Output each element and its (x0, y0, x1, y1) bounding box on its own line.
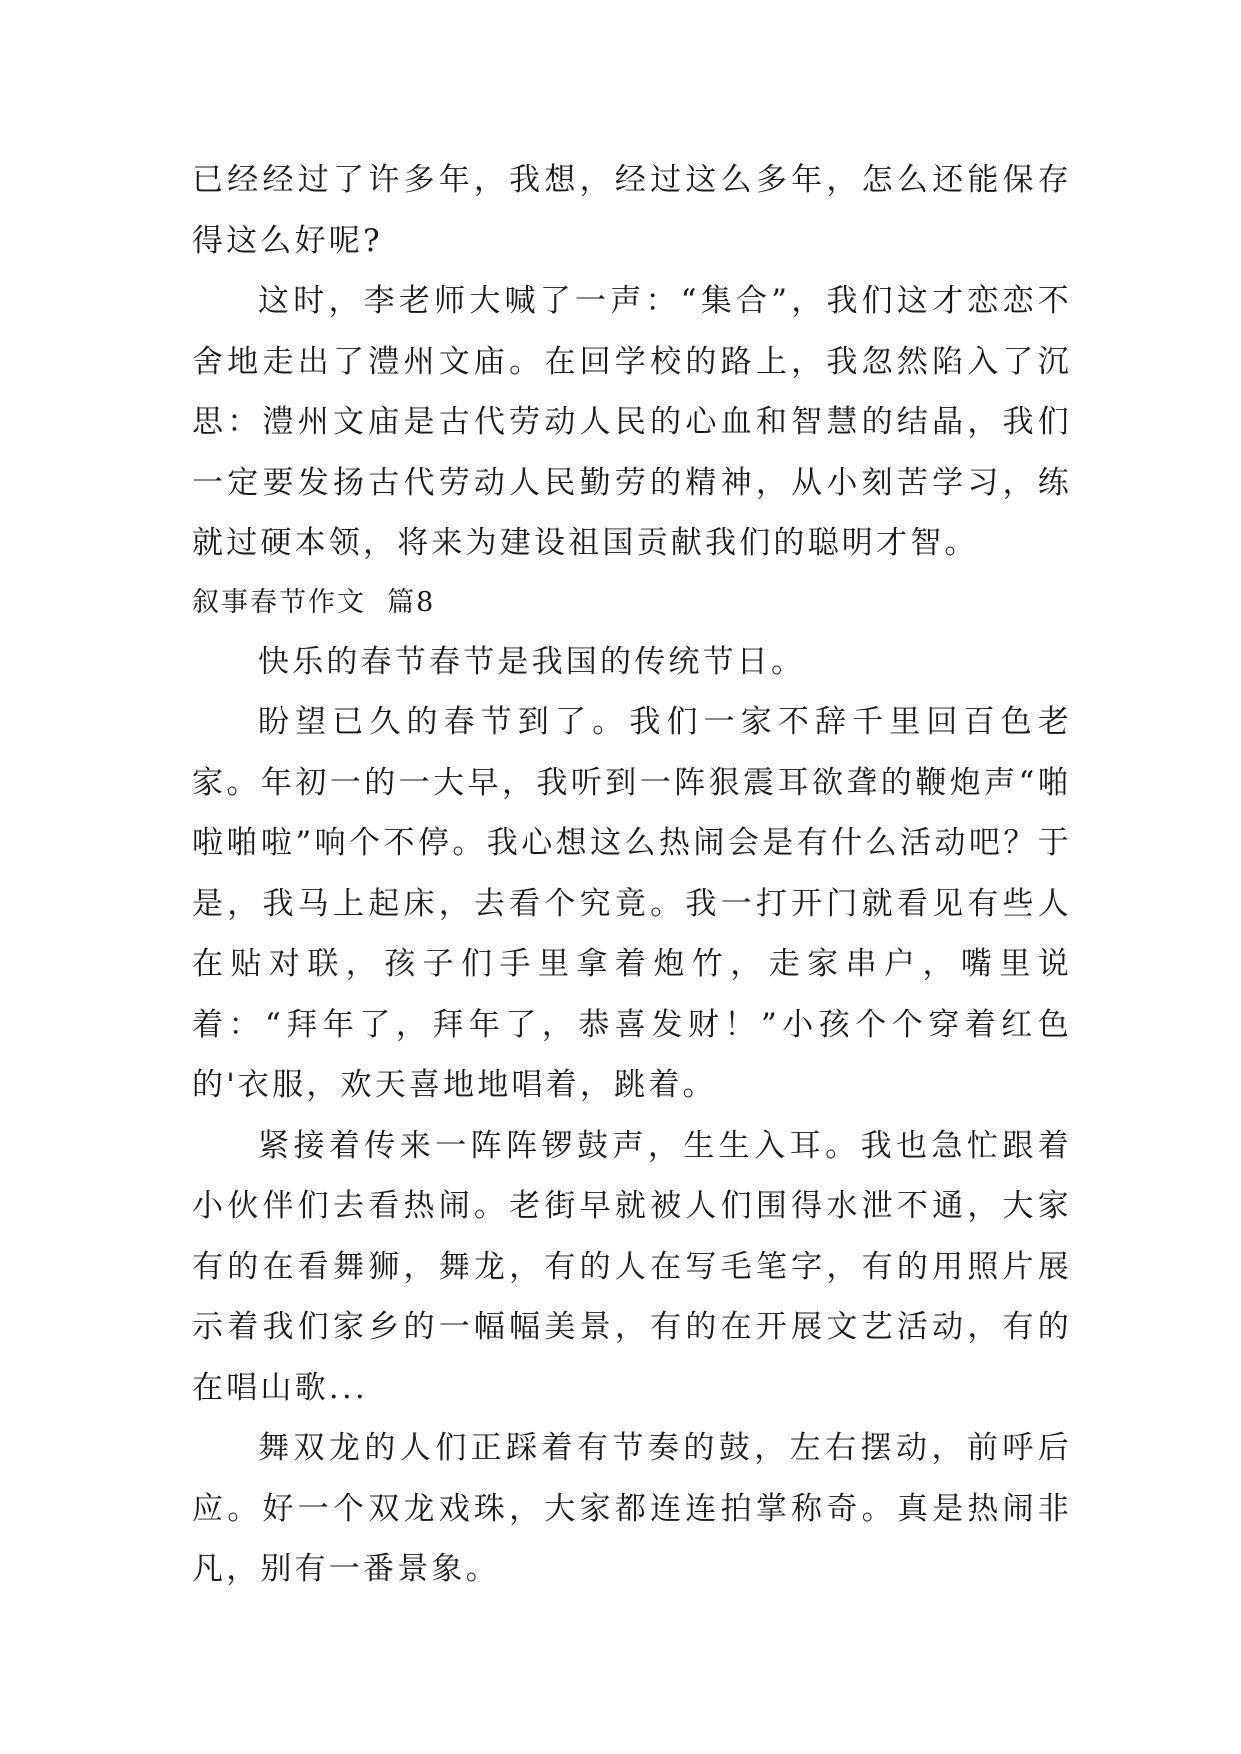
document-page (192, 150, 1072, 1600)
paragraph-3: 快乐的春节春节是我国的传统节日。 (258, 643, 806, 680)
paragraph-1: 已经经过了许多年，我想，经过这么多年，怎么还能保存得这么好呢? (192, 162, 1072, 259)
paragraph-4: 盼望已久的春节到了。我们一家不辞千里回百色老家。年初一的一大早，我听到一阵狠震耳欲聋的鞭炮声“啪啦啪啦”响个不停。我心想这么热闹会是有什么活动吧？于是，我马上起床，去看个究竟。我一打开门就看见有些人在贴对联，孩子们手里拿着炮竹，走家串户，嘴里说着：“拜年了，拜年了，恭喜发财！”小孩个个穿着红色的'衣服，欢天喜地地唱着，跳着。 (192, 704, 1072, 1103)
section-heading: 叙事春节作文 篇8 (192, 586, 436, 618)
paragraph-2: 这时，李老师大喊了一声：“集合”，我们这才恋恋不舍地走出了澧州文庙。在回学校的路上，我忽然陷入了沉思：澧州文庙是古代劳动人民的心血和智慧的结晶，我们一定要发扬古代劳动人民勤劳的精神，从小刻苦学习，练就过硬本领，将来为建设祖国贡献我们的聪明才智。 (192, 283, 1072, 561)
paragraph-5: 紧接着传来一阵阵锣鼓声，生生入耳。我也急忙跟着小伙伴们去看热闹。老街早就被人们围得水泄不通，大家有的在看舞狮，舞龙，有的人在写毛笔字，有的用照片展示着我们家乡的一幅幅美景，有的在开展文艺活动，有的在唱山歌... (192, 1127, 1072, 1406)
paragraph-6: 舞双龙的人们正踩着有节奏的鼓，左右摆动，前呼后应。好一个双龙戏珠，大家都连连拍掌称奇。真是热闹非凡，别有一番景象。 (192, 1430, 1072, 1587)
